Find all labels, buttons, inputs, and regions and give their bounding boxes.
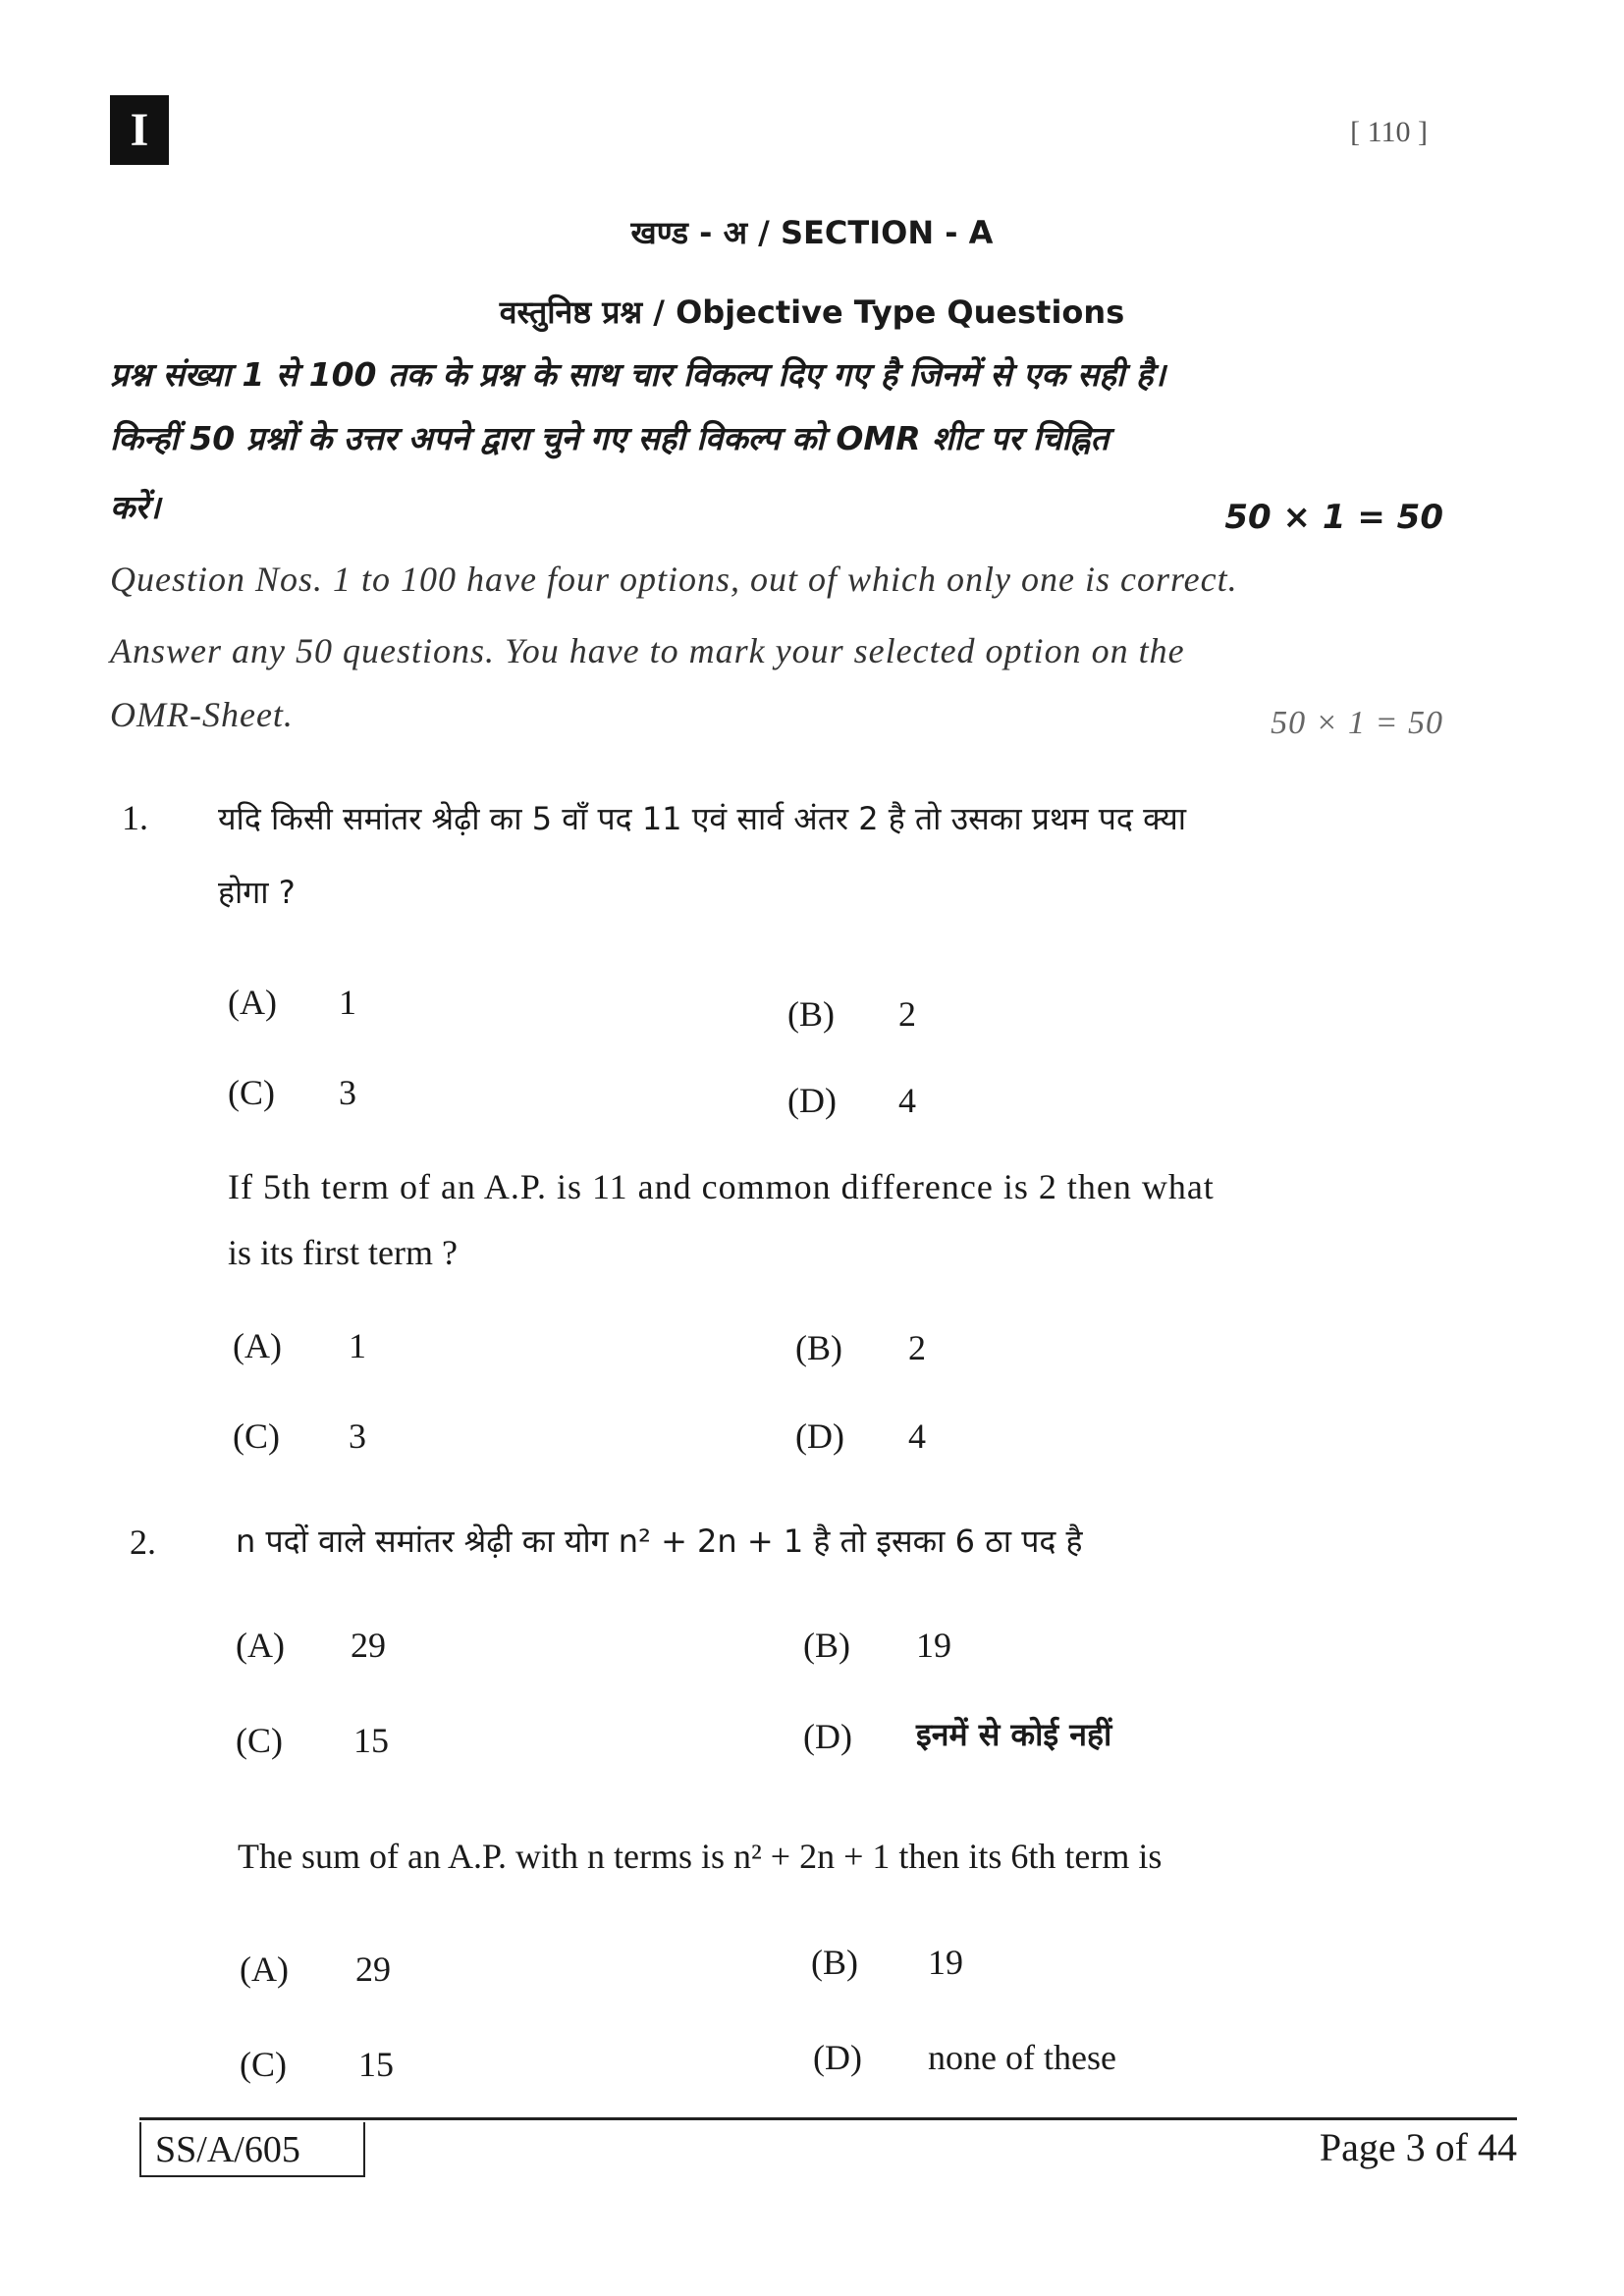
question-text-en: is its first term ? [228, 1233, 458, 1272]
option-label: (D) [813, 2038, 862, 2077]
option-label: (C) [236, 1721, 283, 1760]
option-label: (B) [795, 1328, 842, 1367]
option-label: (A) [233, 1326, 282, 1365]
option-value: 1 [339, 983, 356, 1022]
section-title: खण्ड - अ / SECTION - A [630, 214, 994, 251]
option-value: 15 [358, 2045, 394, 2084]
option-label: (C) [228, 1073, 275, 1112]
option-value: इनमें से कोई नहीं [916, 1716, 1112, 1753]
option-label: (C) [240, 2045, 287, 2084]
page-code: [ 110 ] [1350, 116, 1428, 148]
option-value: 19 [916, 1626, 951, 1665]
instruction-hi-line: करें। [110, 488, 161, 526]
question-text-en: The sum of an A.P. with n terms is n² + 2n + 1 then its 6th term is [238, 1837, 1163, 1876]
option-value: 4 [898, 1081, 916, 1120]
question-text-en: If 5th term of an A.P. is 11 and common difference is 2 then what [228, 1167, 1215, 1206]
option-value: 19 [928, 1943, 963, 1982]
instruction-en-line: OMR-Sheet. [110, 695, 294, 734]
option-label: (B) [803, 1626, 850, 1665]
option-value: 15 [353, 1721, 389, 1760]
option-label: (D) [795, 1416, 844, 1456]
marks-en: 50 × 1 = 50 [1271, 705, 1443, 741]
instruction-hi-line: प्रश्न संख्या 1 से 100 तक के प्रश्न के साथ चार विकल्प दिए गए है जिनमें से एक सही है। [110, 355, 1165, 394]
option-value: none of these [928, 2038, 1116, 2077]
option-label: (C) [233, 1416, 280, 1456]
option-value: 29 [351, 1626, 386, 1665]
option-label: (A) [240, 1949, 289, 1989]
option-label: (B) [787, 994, 835, 1034]
section-subtitle: वस्तुनिष्ठ प्रश्न / Objective Type Questions [499, 294, 1125, 331]
set-code-badge: I [110, 95, 169, 165]
option-value: 3 [339, 1073, 356, 1112]
instruction-en-line: Question Nos. 1 to 100 have four options, out of which only one is correct. [110, 560, 1238, 599]
option-label: (B) [811, 1943, 858, 1982]
question-number: 2. [130, 1522, 156, 1562]
question-text-hi: होगा ? [218, 874, 296, 911]
option-value: 2 [898, 994, 916, 1034]
option-label: (D) [787, 1081, 837, 1120]
option-value: 1 [349, 1326, 366, 1365]
option-label: (A) [236, 1626, 285, 1665]
marks-hi: 50 × 1 = 50 [1224, 498, 1443, 537]
option-label: (A) [228, 983, 277, 1022]
page-number: Page 3 of 44 [1319, 2125, 1517, 2169]
footer-divider [139, 2117, 1517, 2120]
instruction-en-line: Answer any 50 questions. You have to mark your selected option on the [110, 631, 1185, 670]
option-value: 3 [349, 1416, 366, 1456]
question-text-hi: यदि किसी समांतर श्रेढ़ी का 5 वाँ पद 11 एवं सार्व अंतर 2 है तो उसका प्रथम पद क्या [218, 800, 1187, 837]
question-number: 1. [122, 798, 148, 837]
option-label: (D) [803, 1717, 852, 1756]
paper-code: SS/A/605 [139, 2122, 365, 2177]
option-value: 29 [355, 1949, 391, 1989]
question-text-hi: n पदों वाले समांतर श्रेढ़ी का योग n² + 2n + 1 है तो इसका 6 ठा पद है [236, 1522, 1083, 1560]
option-value: 4 [908, 1416, 926, 1456]
option-value: 2 [908, 1328, 926, 1367]
instruction-hi-line: किन्हीं 50 प्रश्नों के उत्तर अपने द्वारा चुने गए सही विकल्प को OMR शीट पर चिह्नित [110, 419, 1110, 457]
